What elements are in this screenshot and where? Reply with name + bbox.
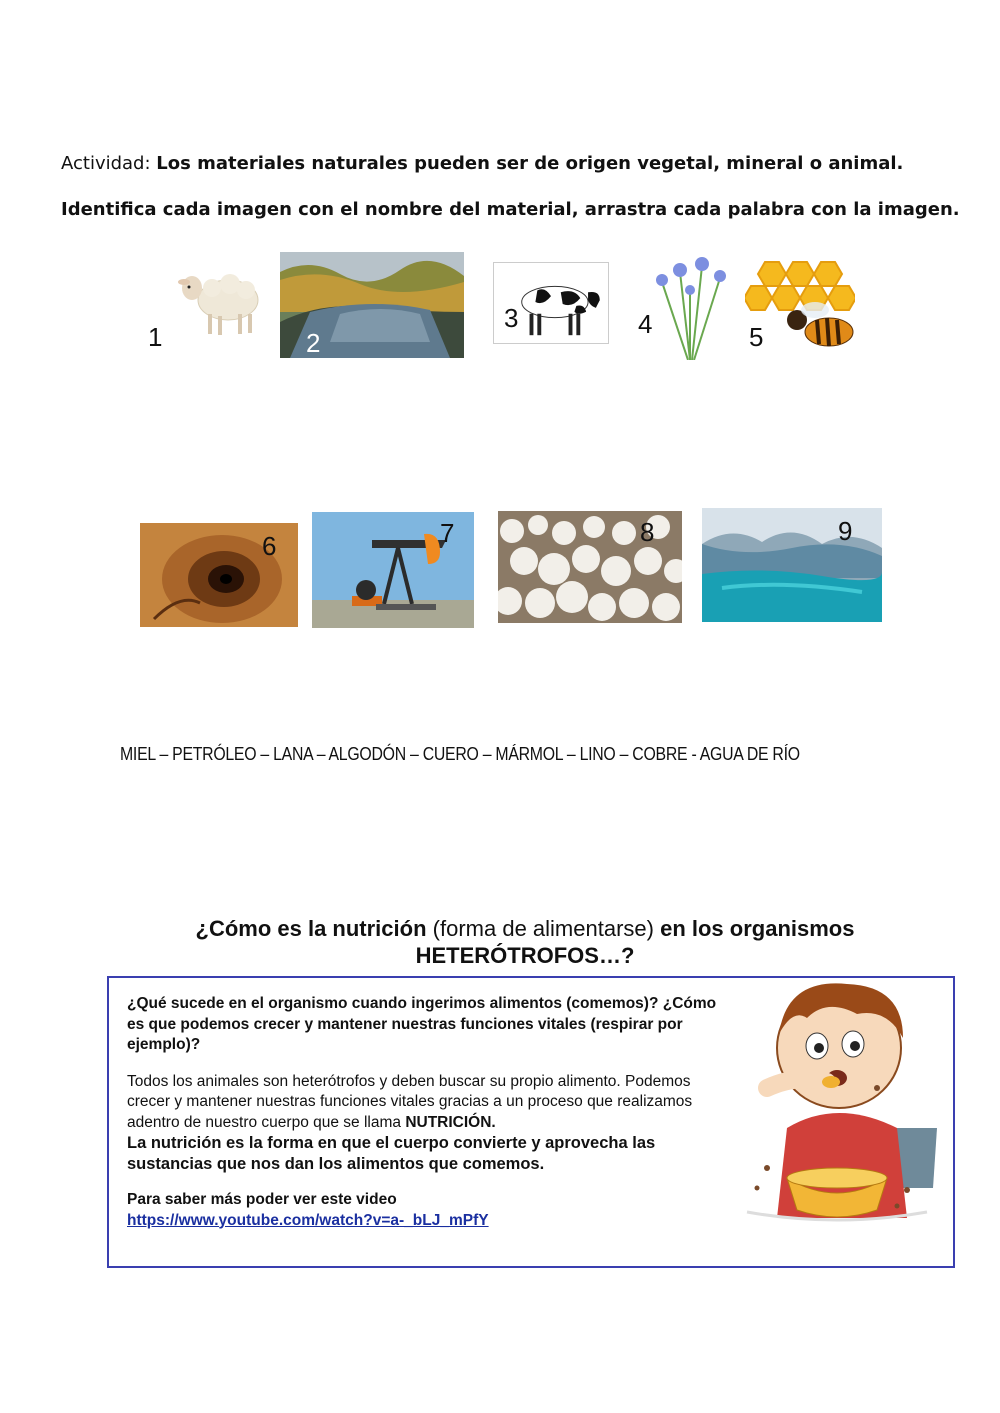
heading-part3: en los organismos [660, 916, 855, 941]
word-bank[interactable]: MIEL – PETRÓLEO – LANA – ALGODÓN – CUERO – MÁRMOL – LINO – COBRE - AGUA DE RÍO [120, 744, 800, 764]
bee-honeycomb-icon[interactable] [745, 258, 855, 360]
child-eating-icon [727, 978, 947, 1228]
info-paragraph-2: La nutrición es la forma en que el cuerpo convierte y aprovecha las sustancias que nos dan los alimentos que comemos. [127, 1134, 656, 1173]
activity-label: Actividad: [61, 153, 151, 174]
flax-flower-icon[interactable] [640, 252, 740, 360]
sheep-icon[interactable] [172, 262, 268, 338]
image-number-2: 2 [306, 328, 321, 358]
activity-line2: Identifica cada imagen con el nombre del material, arrastra cada palabra con la imagen. [61, 199, 960, 220]
image-number-6: 6 [262, 531, 277, 561]
image-number-1: 1 [148, 322, 163, 352]
info-questions: ¿Qué sucede en el organismo cuando ingerimos alimentos (comemos)? ¿Cómo es que podemos crecer y mantener nuestras funciones vitales (respirar por ejemplo)? [127, 995, 717, 1053]
info-paragraph-1 [127, 1072, 717, 1134]
cow-icon[interactable] [493, 262, 609, 344]
video-link[interactable]: https://www.youtube.com/watch?v=a-_bLJ_mPfY [127, 1211, 489, 1229]
oil-pump-icon[interactable] [312, 512, 474, 628]
image-number-8: 8 [640, 517, 655, 547]
image-number-5: 5 [749, 322, 764, 352]
nutrition-term: NUTRICIÓN. [405, 1113, 496, 1131]
info-box [107, 976, 955, 1268]
heading-line2: HETERÓTROFOS…? [415, 943, 635, 968]
mine-tunnel-icon[interactable] [140, 523, 298, 627]
marble-cave-icon[interactable] [702, 508, 882, 622]
image-number-9: 9 [838, 516, 853, 546]
image-number-4: 4 [638, 309, 653, 339]
nutrition-heading [100, 915, 950, 969]
cotton-icon[interactable] [498, 511, 682, 623]
info-para1-text: Todos los animales son heterótrofos y deben buscar su propio alimento. Podemos crecer y mantener nuestras funciones vitales gracias a un proceso que realizamos adentro de nuestro cuerpo que se llama [127, 1072, 693, 1131]
river-icon[interactable] [280, 252, 464, 358]
image-number-3: 3 [504, 303, 519, 333]
image-number-7: 7 [440, 518, 455, 548]
heading-part2: (forma de alimentarse) [432, 916, 654, 941]
activity-instruction-2 [61, 199, 960, 220]
activity-instruction [61, 153, 903, 174]
heading-part1: ¿Cómo es la nutrición [195, 916, 427, 941]
activity-line1: Los materiales naturales pueden ser de origen vegetal, mineral o animal. [156, 153, 904, 174]
info-more-label: Para saber más poder ver este video [127, 1191, 397, 1208]
